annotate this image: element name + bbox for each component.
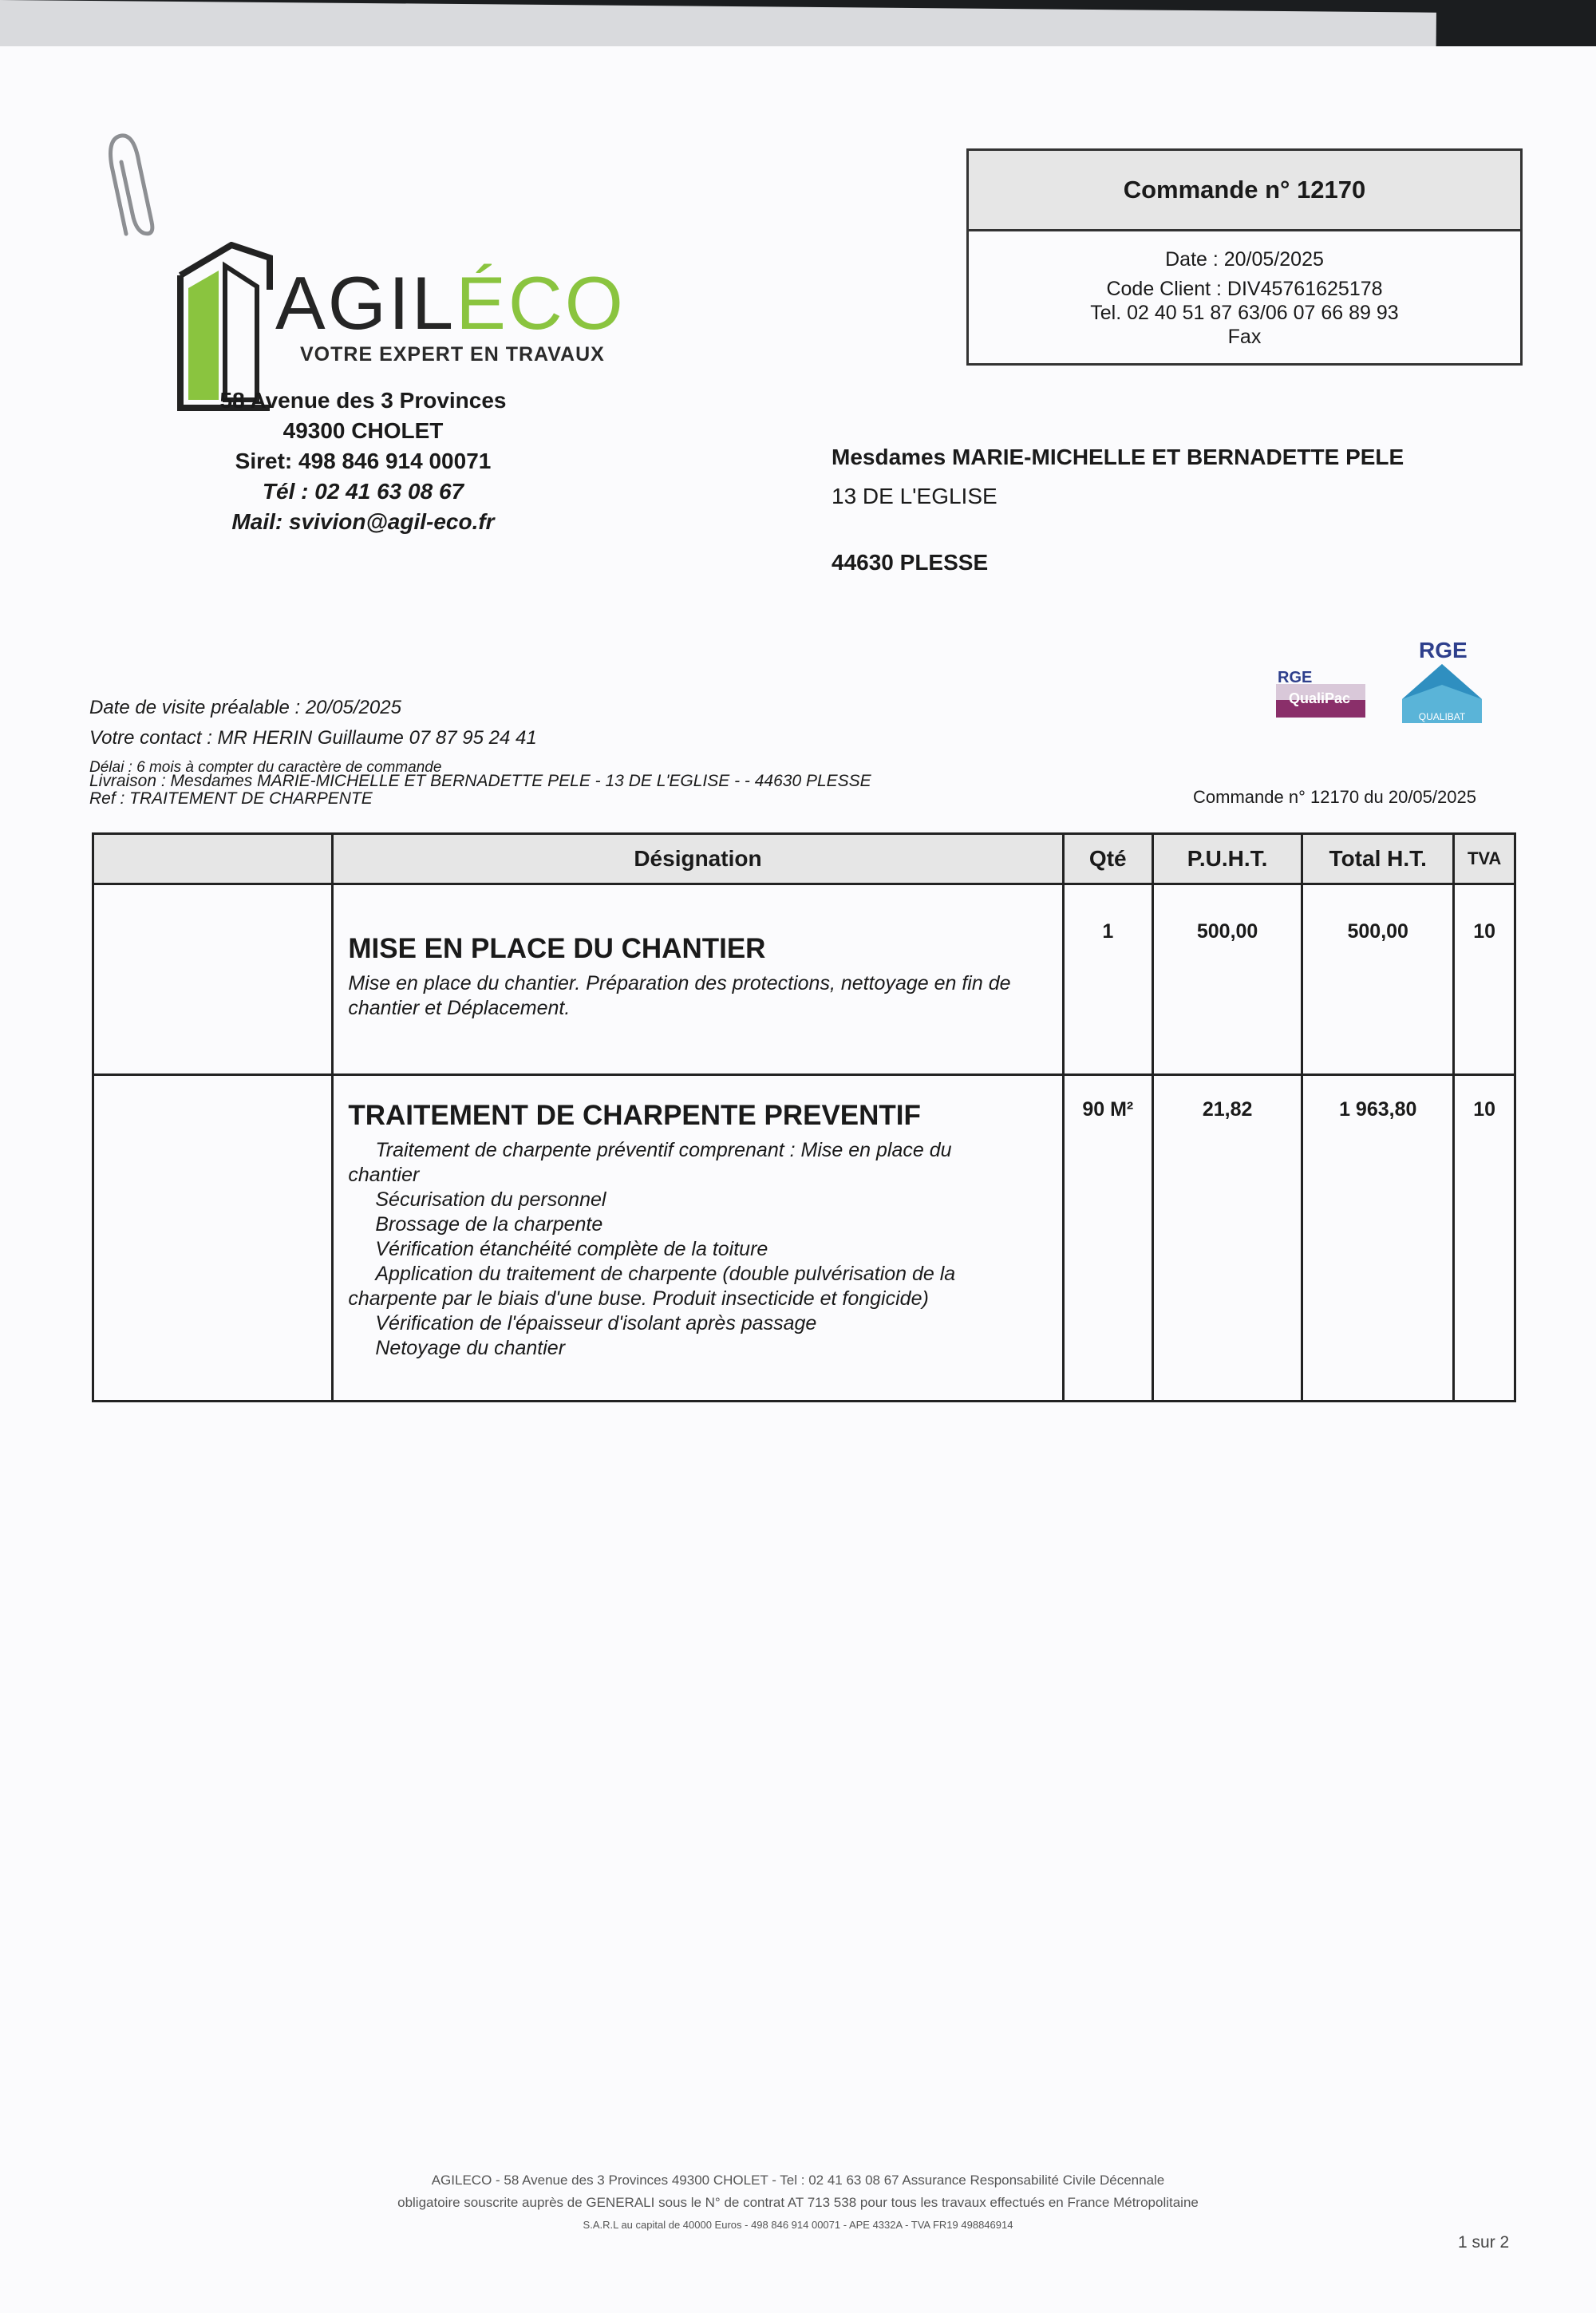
client-address-block	[832, 437, 1404, 582]
item-line: Traitement de charpente préventif comprenant : Mise en place du	[375, 1139, 952, 1161]
paperclip-icon	[102, 62, 158, 238]
order-number-title: Commande n° 12170	[969, 151, 1520, 231]
delivery-delay: Délai : 6 mois à compter du caractère de commande	[89, 759, 442, 776]
header-qty: Qté	[1063, 834, 1152, 884]
qualibat-text: QUALIBAT	[1418, 711, 1466, 722]
client-city: 44630 PLESSE	[832, 550, 989, 575]
item-line: Vérification de l'épaisseur d'isolant après passage	[375, 1312, 817, 1334]
table-row	[93, 884, 1515, 1075]
item-qty: 90 M²	[1063, 1075, 1152, 1402]
order-page	[0, 46, 1596, 2313]
company-block	[192, 386, 535, 537]
item-line: charpente par le biais d'une buse. Produit insecticide et fongicide)	[348, 1287, 929, 1310]
item-description: Mise en place du chantier. Préparation des protections, nettoyage en fin de chantier et Déplacement.	[348, 972, 1011, 1019]
delivery-address: Livraison : Mesdames MARIE-MICHELLE ET BERNADETTE PELE - 13 DE L'EGLISE - - 44630 PLESSE	[89, 772, 871, 790]
item-line: chantier	[348, 1164, 420, 1186]
order-info-box	[966, 148, 1523, 366]
item-unit-price: 500,00	[1152, 884, 1302, 1075]
logo-tagline: VOTRE EXPERT EN TRAVAUX	[300, 343, 605, 366]
delivery-info	[89, 773, 871, 808]
header-tva: TVA	[1454, 834, 1515, 884]
footer-line2: obligatoire souscrite auprès de GENERALI sous le N° de contrat AT 713 538 pour tous les travaux effectués en France Métropolitaine	[397, 2195, 1199, 2210]
order-date: Date : 20/05/2025	[1165, 248, 1324, 271]
header-blank	[93, 834, 333, 884]
page-footer	[160, 2169, 1436, 2236]
rge-qualibat-badge-icon	[1398, 637, 1486, 729]
contact-person: Votre contact : MR HERIN Guillaume 07 87 95 24 41	[89, 727, 537, 749]
company-email: Mail: svivion@agil-eco.fr	[231, 509, 495, 534]
row-blank-cell	[93, 1075, 333, 1402]
order-meta	[89, 693, 537, 782]
client-street: 13 DE L'EGLISE	[832, 484, 998, 508]
company-address-line1: 58 Avenue des 3 Provinces	[219, 388, 507, 413]
item-total: 500,00	[1302, 884, 1454, 1075]
item-qty: 1	[1063, 884, 1152, 1075]
item-title: MISE EN PLACE DU CHANTIER	[348, 933, 766, 964]
item-title: TRAITEMENT DE CHARPENTE PREVENTIF	[348, 1100, 921, 1131]
company-phone: Tél : 02 41 63 08 67	[262, 479, 464, 504]
logo-text-eco: ÉCO	[456, 261, 626, 345]
footer-line3: S.A.R.L au capital de 40000 Euros - 498 846 914 00071 - APE 4332A - TVA FR19 498846914	[583, 2219, 1013, 2231]
order-ref-date: Commande n° 12170 du 20/05/2025	[1193, 787, 1476, 807]
table-row	[93, 1075, 1515, 1402]
client-code: Code Client : DIV45761625178	[1106, 278, 1383, 300]
table-header-row	[93, 834, 1515, 884]
row-blank-cell	[93, 884, 333, 1075]
page-number: 1 sur 2	[1458, 2233, 1510, 2252]
item-line: Sécurisation du personnel	[375, 1188, 606, 1211]
footer-line1: AGILECO - 58 Avenue des 3 Provinces 49300 CHOLET - Tel : 02 41 63 08 67 Assurance Responsabilité Civile Décennale	[431, 2173, 1165, 2188]
item-unit-price: 21,82	[1152, 1075, 1302, 1402]
item-line: Netoyage du chantier	[375, 1337, 566, 1359]
item-tva: 10	[1454, 1075, 1515, 1402]
client-name: Mesdames MARIE-MICHELLE ET BERNADETTE PELE	[832, 445, 1404, 469]
item-line: Vérification étanchéité complète de la toiture	[375, 1238, 768, 1260]
logo-wordmark	[275, 261, 626, 345]
client-phone: Tel. 02 40 51 87 63/06 07 66 89 93	[1090, 302, 1399, 324]
company-siret: Siret: 498 846 914 00071	[235, 449, 492, 473]
item-total: 1 963,80	[1302, 1075, 1454, 1402]
logo-text-agil: AGIL	[275, 261, 456, 345]
client-fax: Fax	[1227, 326, 1262, 348]
rge-text-1: RGE	[1278, 669, 1313, 686]
order-reference: Ref : TRAITEMENT DE CHARPENTE	[89, 789, 373, 808]
rge-text-2: RGE	[1419, 638, 1468, 662]
item-line: Brossage de la charpente	[375, 1213, 603, 1236]
header-unit-price: P.U.H.T.	[1152, 834, 1302, 884]
row-designation	[333, 884, 1063, 1075]
row-designation	[333, 1075, 1063, 1402]
rge-qualipac-badge-icon	[1273, 665, 1369, 721]
items-table	[92, 832, 1516, 1402]
item-line: Application du traitement de charpente (double pulvérisation de la	[375, 1263, 956, 1285]
visit-date: Date de visite préalable : 20/05/2025	[89, 697, 401, 718]
item-tva: 10	[1454, 884, 1515, 1075]
header-designation: Désignation	[333, 834, 1063, 884]
header-total: Total H.T.	[1302, 834, 1454, 884]
qualipac-text: QualiPac	[1289, 690, 1351, 706]
company-address-line2: 49300 CHOLET	[282, 418, 444, 443]
